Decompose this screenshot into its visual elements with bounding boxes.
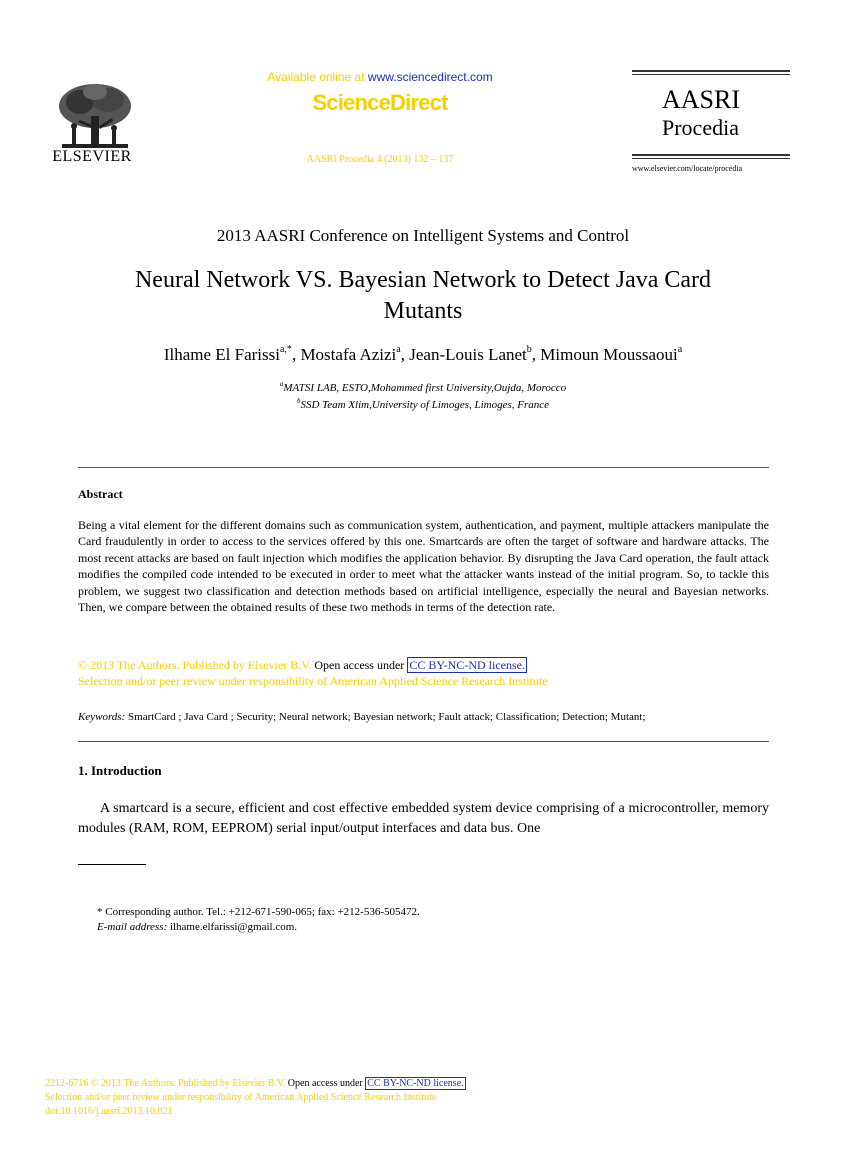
- affiliation-mark: b: [296, 397, 301, 405]
- author-name: Ilhame El Farissi: [163, 345, 280, 364]
- section-divider: [78, 467, 769, 468]
- journal-box-rule: [632, 154, 790, 156]
- abstract-text: Being a vital element for the different domains such as communication system, authentication, and payment, multiple attackers manipulate the Card fraudulently in order to access to the services offered by this one. Smartcards are often the target of software and hardware attacks. The most recent attacks are based on fault injection which modifies the application behavior. By disrupting the Java Card operation, the fault attack modifies the compiled code intended to be executed in order to meet what the attacker wants instead of the initial program. So, to tackle this problem, we suggest two classification and detection methods based on artificial intelligence, especially the neural and Bayesian networks. Then, we compare between the obtained results of these two methods in terms of the detection rate.: [78, 518, 769, 615]
- author-name: Jean-Louis Lanet: [409, 345, 527, 364]
- peer-review-text: Selection and/or peer review under responsibility of American Applied Science Research Institute: [78, 674, 548, 688]
- email-label: E-mail address:: [97, 921, 168, 933]
- licence-link[interactable]: CC BY-NC-ND license.: [409, 658, 525, 672]
- abstract-heading: Abstract: [78, 487, 123, 501]
- author-separator: ,: [531, 345, 541, 364]
- conference-name: 2013 AASRI Conference on Intelligent Systems and Control: [216, 226, 630, 245]
- journal-box-rule: [632, 74, 790, 75]
- keywords-line: [78, 711, 769, 723]
- sciencedirect-brand: ScienceDirect: [312, 90, 448, 115]
- copyright-text: © 2013 The Authors. Published by Elsevier B.V.: [78, 658, 312, 672]
- email-footnote: [97, 921, 297, 933]
- author-separator: ,: [291, 345, 301, 364]
- affiliation: [0, 399, 846, 411]
- journal-box-rule: [632, 70, 790, 72]
- journal-box-url[interactable]: www.elsevier.com/locate/procedia: [632, 164, 743, 173]
- keywords-list: SmartCard ; Java Card ; Security; Neural network; Bayesian network; Fault attack; Classification; Detection; Mutant;: [128, 711, 646, 723]
- bottom-line: [45, 1077, 805, 1091]
- email-address[interactable]: ilhame.elfarissi@gmail.com.: [169, 921, 298, 933]
- bottom-copyright-block: [45, 1077, 805, 1119]
- affiliation: [0, 382, 846, 394]
- affiliation-text: SSD Team Xlim,University of Limoges, Limoges, France: [300, 399, 550, 411]
- bottom-peer-review: Selection and/or peer review under responsibility of American Applied Science Research Institute: [45, 1092, 437, 1103]
- corresponding-author-footnote: * Corresponding author. Tel.: +212-671-590-065; fax: +212-536-505472.: [97, 906, 420, 918]
- section-heading: 1. Introduction: [78, 763, 162, 778]
- doi[interactable]: doi:10.1016/j.aasri.2013.10.021: [45, 1106, 173, 1117]
- sciencedirect-url[interactable]: www.sciencedirect.com: [367, 70, 493, 84]
- paper-title: [70, 265, 776, 327]
- open-access-text: Open access under: [314, 658, 408, 672]
- section-divider: [78, 741, 769, 742]
- journal-logo-box: [632, 70, 790, 180]
- intro-paragraph: A smartcard is a secure, efficient and cost effective embedded system device comprising of a microcontroller, memory modules (RAM, ROM, EEPROM) serial input/output interfaces and data bus. One: [78, 801, 769, 836]
- title-line: Neural Network VS. Bayesian Network to Detect Java Card: [134, 267, 712, 293]
- author-name: Mimoun Moussaoui: [540, 345, 678, 364]
- available-prefix: Available online at: [267, 70, 368, 84]
- bottom-open-access: Open access under: [287, 1078, 366, 1089]
- journal-box-title: AASRI: [662, 85, 741, 114]
- author-affil-mark: a: [677, 344, 683, 355]
- footnote-rule: [78, 864, 146, 865]
- copyright-notice: [78, 657, 769, 689]
- publisher-name: ELSEVIER: [52, 148, 132, 165]
- author-affil-mark: a: [396, 344, 401, 355]
- journal-box-subtitle: Procedia: [662, 115, 739, 140]
- journal-reference: AASRI Procedia 4 (2013) 132 – 137: [306, 154, 454, 165]
- author-list: [0, 345, 846, 365]
- bottom-licence-link[interactable]: CC BY-NC-ND license.: [367, 1078, 464, 1089]
- author-affil-mark: b: [526, 344, 532, 355]
- keywords-label: Keywords:: [78, 711, 126, 723]
- title-line: Mutants: [383, 298, 463, 324]
- affiliation-text: MATSI LAB, ESTO,Mohammed first University,Oujda, Morocco: [283, 382, 567, 394]
- author-separator: ,: [400, 345, 410, 364]
- author-name: Mostafa Azizi: [300, 345, 397, 364]
- available-online-line: [230, 70, 530, 84]
- journal-box-rule: [632, 158, 790, 159]
- affiliation-mark: a: [279, 380, 284, 388]
- issn-copyright: 2212-6716 © 2013 The Authors. Published by Elsevier B.V.: [45, 1078, 286, 1089]
- author-affil-mark: a,*: [279, 344, 292, 355]
